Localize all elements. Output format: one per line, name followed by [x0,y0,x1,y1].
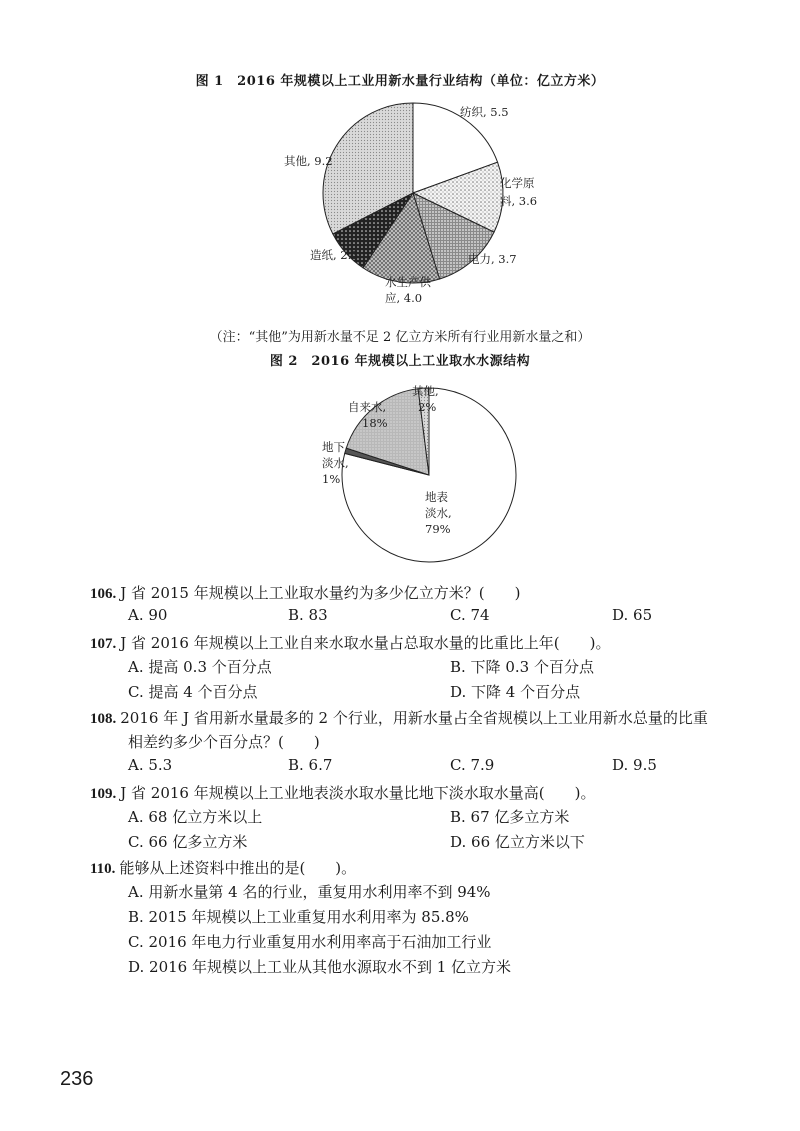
label-other2-line1: 其他, [412,384,439,398]
page-number: 236 [60,1068,94,1090]
label-tap-line1: 自来水, [348,400,387,414]
label-paper: 造纸, 2.3 [310,248,359,262]
label-surface-line2: 淡水, [425,506,452,520]
option-d: D. 下降 4 个百分点 [450,683,581,701]
label-water-line1: 水生产供 [385,275,431,289]
figure2-pie-chart [0,375,800,575]
label-surface-line1: 地表 [425,490,448,504]
option-a: A. 提高 0.3 个百分点 [128,658,272,676]
option-c: C. 2016 年电力行业重复用水利用率高于石油加工行业 [128,933,492,951]
label-textile: 纺织, 5.5 [460,105,509,119]
option-d: D. 65 [612,606,653,624]
question-stem: J 省 2016 年规模以上工业地表淡水取水量比地下淡水取水量高( )。 [120,784,596,802]
option-b: B. 67 亿多立方米 [450,808,570,826]
figure1-note: （注：“其他”为用新水量不足 2 亿立方米所有行业用新水量之和） [209,330,591,345]
option-d: D. 2016 年规模以上工业从其他水源取水不到 1 亿立方米 [128,958,512,976]
question-110 [90,856,770,881]
option-c: C. 7.9 [450,756,495,774]
option-a: A. 5.3 [128,756,173,774]
question-stem: J 省 2015 年规模以上工业取水量约为多少亿立方米？( ) [120,584,521,602]
question-stem: 2016 年 J 省用新水量最多的 2 个行业，用新水量占全省规模以上工业用新水总量的比重 [120,709,708,727]
label-water-line2: 应, 4.0 [385,291,423,305]
label-other: 其他, 9.2 [284,154,333,168]
label-chemical-line1: 化学原 [500,176,535,190]
option-a: A. 90 [128,606,168,624]
option-b: B. 下降 0.3 个百分点 [450,658,594,676]
question-number: 110. [90,861,116,877]
question-109 [90,781,770,806]
label-chemical-line2: 料, 3.6 [500,194,538,208]
option-c: C. 74 [450,606,490,624]
label-ground-line2: 淡水, [322,456,349,470]
label-power: 电力, 3.7 [468,252,517,266]
option-d: D. 66 亿立方米以下 [450,833,585,851]
option-c: C. 提高 4 个百分点 [128,683,258,701]
label-ground-line1: 地下 [322,440,345,454]
option-c: C. 66 亿多立方米 [128,833,248,851]
question-number: 109. [90,786,117,802]
label-tap-line2: 18% [362,416,388,430]
question-106 [90,581,770,606]
question-108 [90,706,770,731]
option-b: B. 83 [288,606,328,624]
question-stem: 能够从上述资料中推出的是( )。 [119,859,357,877]
question-107 [90,631,770,656]
label-surface-line3: 79% [425,522,451,536]
option-a: A. 68 亿立方米以上 [128,808,263,826]
question-number: 107. [90,636,117,652]
option-b: B. 2015 年规模以上工业重复用水利用率为 85.8% [128,908,469,926]
option-a: A. 用新水量第 4 名的行业，重复用水利用率不到 94% [128,883,491,901]
question-number: 108. [90,711,117,727]
figure2-title: 图 2 2016 年规模以上工业取水水源结构 [269,354,531,369]
label-ground-line3: 1% [322,472,341,486]
option-d: D. 9.5 [612,756,657,774]
figure1-title: 图 1 2016 年规模以上工业用新水量行业结构（单位：亿立方米） [195,74,605,89]
question-number: 106. [90,586,117,602]
question-stem: J 省 2016 年规模以上工业自来水取水量占总取水量的比重比上年( )。 [120,634,611,652]
question-stem-continued: 相差约多少个百分点？( ) [128,733,320,751]
option-b: B. 6.7 [288,756,333,774]
label-other2-line2: 2% [418,400,437,414]
